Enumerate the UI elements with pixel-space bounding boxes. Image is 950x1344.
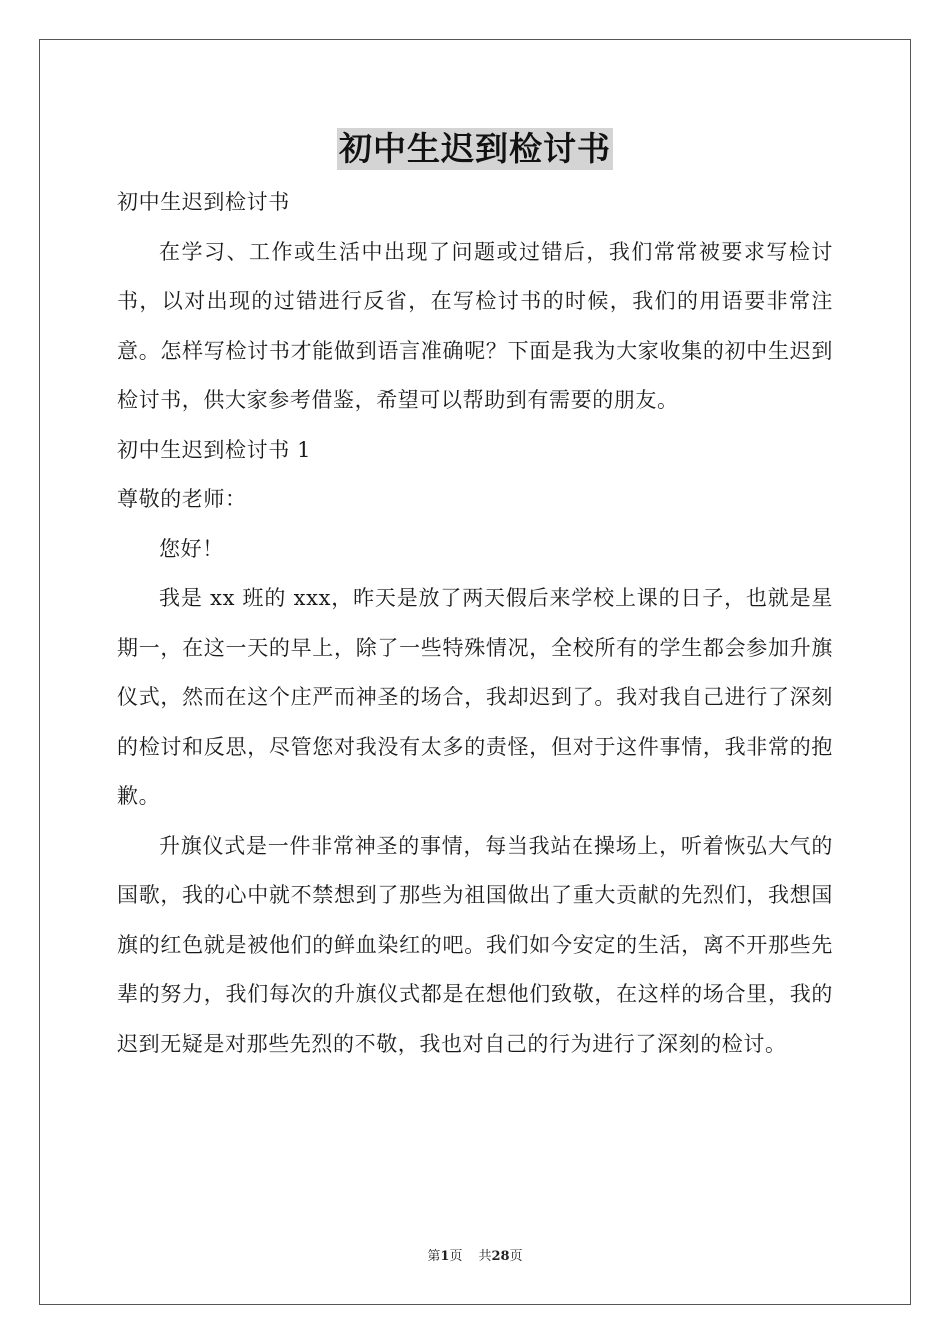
- document-title: 初中生迟到检讨书: [339, 129, 611, 168]
- page-current: 1: [440, 1249, 450, 1264]
- paragraph: 升旗仪式是一件非常神圣的事情，每当我站在操场上，听着恢弘大气的国歌，我的心中就不禁想到了那些为祖国做出了重大贡献的先烈们，我想国旗的红色就是被他们的鲜血染红的吧。我们如今安定的生活，离不开那些先辈的努力，我们每次的升旗仪式都是在想他们致敬，在这样的场合里，我的迟到无疑是对那些先烈的不敬，我也对自己的行为进行了深刻的检讨。: [117, 833, 833, 1056]
- document-body: [117, 178, 833, 1069]
- page-suffix: 页: [449, 1249, 463, 1264]
- page-footer: [0, 1245, 950, 1264]
- title-container: [0, 128, 950, 170]
- total-pages: 28: [491, 1249, 510, 1264]
- paragraph: 尊敬的老师：: [117, 487, 247, 511]
- page-prefix: 第: [427, 1249, 441, 1264]
- paragraph: 初中生迟到检讨书 1: [117, 437, 312, 462]
- paragraph: 您好！: [159, 536, 224, 561]
- paragraph: 初中生迟到检讨书: [117, 190, 290, 214]
- paragraph: 我是 xx 班的 xxx，昨天是放了两天假后来学校上课的日子，也就是星期一，在这一天的早上，除了一些特殊情况，全校所有的学生都会参加升旗仪式，然而在这个庄严而神圣的场合，我却迟到了。我对我自己进行了深刻的检讨和反思，尽管您对我没有太多的责怪，但对于这件事情，我非常的抱歉。: [117, 586, 833, 808]
- total-suffix: 页: [509, 1249, 523, 1264]
- total-prefix: 共: [478, 1249, 492, 1264]
- paragraph: 在学习、工作或生活中出现了问题或过错后，我们常常被要求写检讨书，以对出现的过错进行反省，在写检讨书的时候，我们的用语要非常注意。怎样写检讨书才能做到语言准确呢？下面是我为大家收集的初中生迟到检讨书，供大家参考借鉴，希望可以帮助到有需要的朋友。: [117, 239, 833, 412]
